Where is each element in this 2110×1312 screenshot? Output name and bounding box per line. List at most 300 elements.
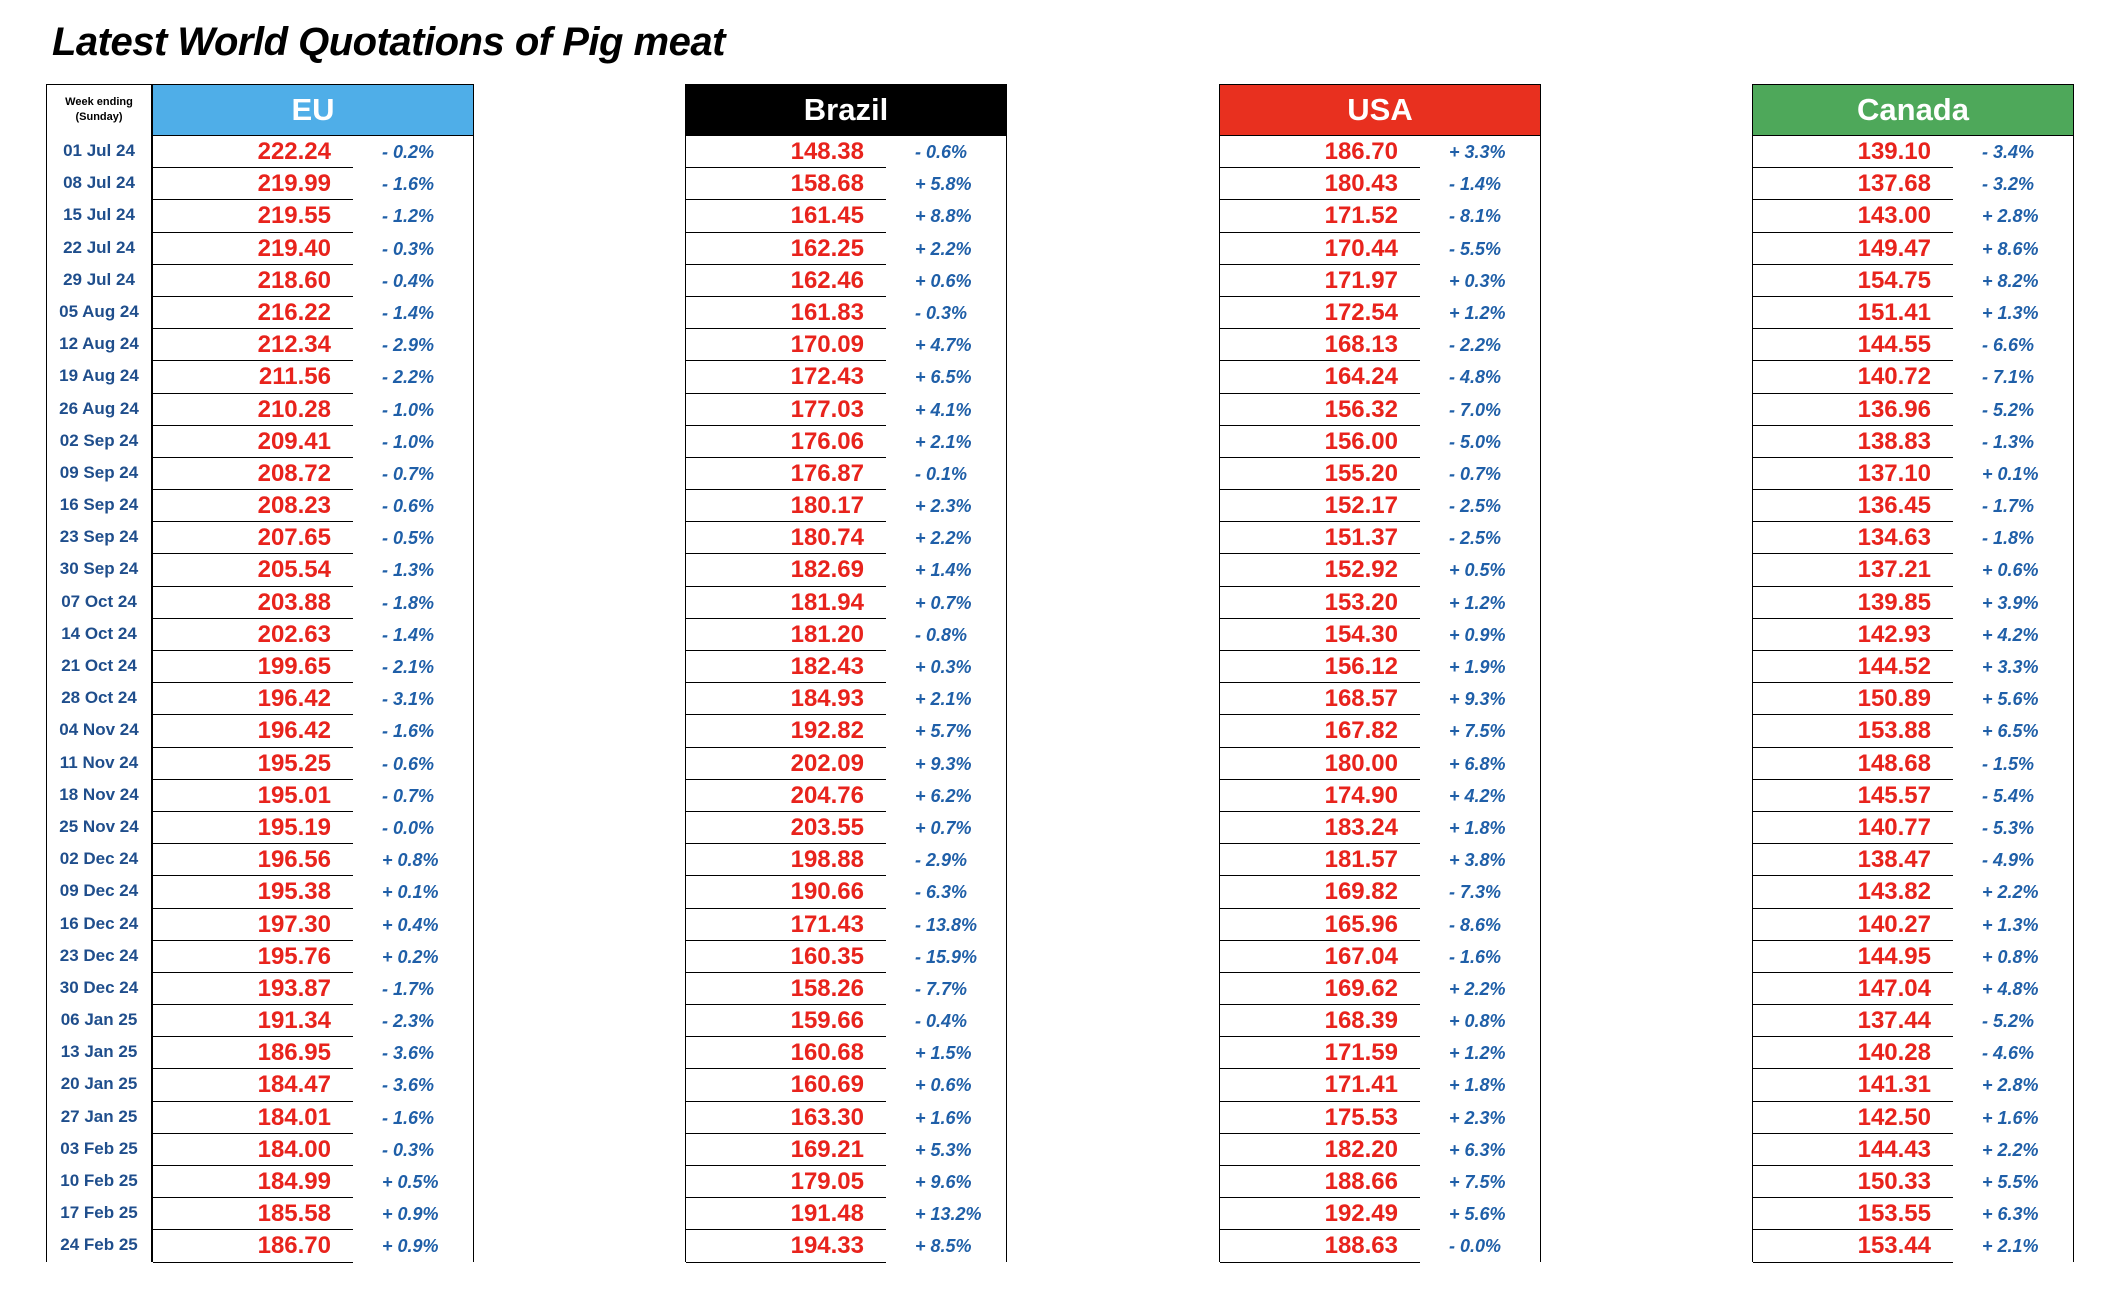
price-change: - 1.3% [1982,431,2035,452]
table-row [1752,1069,2074,1101]
price-value: 155.20 [1220,458,1420,490]
price-change: + 8.5% [915,1236,972,1257]
price-value: 136.45 [1753,490,1953,522]
price-value: 186.95 [153,1037,353,1069]
price-change: + 0.3% [915,657,972,677]
price-change: + 0.9% [382,1204,439,1225]
week-date: 14 Oct 24 [61,623,137,643]
price-value: 196.42 [153,683,353,715]
week-ending-label: Week ending [65,96,133,108]
table-row [1752,1102,2074,1134]
price-change: - 6.6% [1982,335,2035,356]
price-value: 195.38 [153,876,353,908]
price-change: - 7.0% [1449,399,1502,420]
table-row [1752,458,2074,490]
price-change: - 5.3% [1982,817,2035,838]
table-row [685,812,1007,844]
price-value: 182.69 [686,554,886,586]
table-row [1752,490,2074,522]
table-row [1219,683,1541,715]
table-row [152,715,474,747]
price-change: - 1.3% [382,560,435,581]
market-header-canada: Canada [1752,84,2074,136]
table-row [1219,812,1541,844]
price-change: - 1.0% [382,431,435,452]
price-value: 196.42 [153,715,353,747]
table-row [1752,812,2074,844]
table-row [1219,458,1541,490]
table-row [152,748,474,780]
price-change: - 0.7% [382,785,435,806]
table-row [685,683,1007,715]
table-row [1752,361,2074,393]
table-row [152,1102,474,1134]
price-value: 196.56 [153,844,353,876]
price-change: - 1.4% [1449,174,1502,195]
price-value: 184.99 [153,1166,353,1198]
price-value: 202.09 [686,748,886,780]
price-value: 141.31 [1753,1069,1953,1101]
price-value: 171.97 [1220,265,1420,297]
table-row [685,651,1007,683]
table-row [1219,876,1541,908]
price-value: 137.44 [1753,1005,1953,1037]
price-change: + 2.1% [1982,1236,2039,1257]
price-change: - 4.9% [1982,850,2035,871]
table-row [1219,780,1541,812]
price-value: 168.57 [1220,683,1420,715]
price-change: - 0.3% [915,302,968,323]
week-date: 19 Aug 24 [59,366,139,386]
price-value: 158.26 [686,973,886,1005]
price-change: + 4.8% [1982,978,2039,999]
price-change: + 6.5% [915,367,972,388]
price-value: 195.76 [153,941,353,973]
week-date: 13 Jan 25 [60,1042,138,1062]
price-value: 147.04 [1753,973,1953,1005]
week-date: 16 Sep 24 [59,495,139,515]
table-row [1219,554,1541,586]
price-change: + 6.5% [1982,721,2039,742]
price-change: + 5.6% [1449,1204,1506,1225]
price-value: 149.47 [1753,233,1953,265]
price-value: 167.04 [1220,941,1420,973]
table-row [152,200,474,232]
price-change: + 5.3% [915,1139,972,1160]
price-value: 176.87 [686,458,886,490]
table-row [1219,490,1541,522]
price-change: + 5.6% [1982,689,2039,710]
market-rows-brazil [685,136,1007,1263]
price-change: + 5.8% [915,174,972,195]
price-value: 168.39 [1220,1005,1420,1037]
table-row [1752,554,2074,586]
table-row [152,941,474,973]
price-value: 171.59 [1220,1037,1420,1069]
price-value: 145.57 [1753,780,1953,812]
price-change: + 0.3% [1449,270,1506,291]
table-row [152,1069,474,1101]
price-change: + 2.1% [915,431,972,452]
table-row [152,812,474,844]
market-rows-eu [152,136,474,1263]
week-date: 29 Jul 24 [63,269,135,289]
price-change: + 2.1% [915,689,972,710]
price-value: 190.66 [686,876,886,908]
price-value: 170.44 [1220,233,1420,265]
price-value: 218.60 [153,265,353,297]
table-row [1219,1134,1541,1166]
price-value: 194.33 [686,1230,886,1262]
week-ending-header [47,85,151,135]
table-row [1752,426,2074,458]
price-value: 198.88 [686,844,886,876]
price-value: 171.52 [1220,200,1420,232]
price-value: 209.41 [153,426,353,458]
table-row [152,265,474,297]
price-change: + 2.2% [1982,1139,2039,1160]
price-value: 160.68 [686,1037,886,1069]
price-change: + 7.5% [1449,1172,1506,1192]
table-row [1752,780,2074,812]
table-row [685,1166,1007,1198]
table-row [1752,265,2074,297]
market-rows-usa [1219,136,1541,1263]
price-value: 150.89 [1753,683,1953,715]
table-row [152,587,474,619]
price-change: + 2.3% [915,496,972,517]
price-value: 140.27 [1753,909,1953,941]
week-date: 24 Feb 25 [60,1235,138,1255]
price-value: 151.41 [1753,297,1953,329]
price-change: - 0.6% [382,496,435,517]
price-change: + 0.6% [915,1075,972,1096]
price-value: 153.44 [1753,1230,1953,1262]
price-value: 164.24 [1220,361,1420,393]
price-change: + 1.2% [1449,592,1506,613]
table-row [685,522,1007,554]
price-value: 182.43 [686,651,886,683]
week-date: 04 Nov 24 [59,720,139,740]
table-row [1219,136,1541,168]
table-row [152,844,474,876]
price-change: - 13.8% [915,914,978,935]
table-row [1752,1005,2074,1037]
market-header-eu: EU [152,84,474,136]
price-change: - 5.2% [1982,1011,2035,1032]
table-row [685,168,1007,200]
price-change: - 1.6% [1449,946,1502,967]
price-value: 140.28 [1753,1037,1953,1069]
price-value: 144.43 [1753,1134,1953,1166]
price-value: 143.00 [1753,200,1953,232]
price-value: 180.74 [686,522,886,554]
table-row [1752,1134,2074,1166]
table-row [152,1037,474,1069]
table-row [1219,297,1541,329]
price-value: 138.47 [1753,844,1953,876]
table-row [152,426,474,458]
price-value: 203.88 [153,587,353,619]
price-change: - 8.1% [1449,206,1502,227]
price-value: 139.85 [1753,587,1953,619]
table-row [1752,1198,2074,1230]
price-value: 169.62 [1220,973,1420,1005]
price-value: 148.68 [1753,748,1953,780]
price-change: - 3.4% [1982,142,2035,162]
price-value: 148.38 [686,136,886,168]
price-change: + 4.2% [1982,624,2039,645]
table-row [685,361,1007,393]
price-change: - 1.2% [382,206,435,227]
table-row [685,1230,1007,1262]
table-row [685,1069,1007,1101]
price-value: 192.49 [1220,1198,1420,1230]
table-row [685,1198,1007,1230]
table-row [1219,522,1541,554]
price-value: 162.46 [686,265,886,297]
price-value: 171.43 [686,909,886,941]
price-change: - 0.2% [382,142,435,162]
table-row [685,1102,1007,1134]
table-row [152,973,474,1005]
price-change: + 0.1% [1982,463,2039,484]
price-value: 156.32 [1220,394,1420,426]
price-value: 150.33 [1753,1166,1953,1198]
week-date: 18 Nov 24 [59,784,139,804]
table-row [152,1230,474,1262]
table-row [1752,1230,2074,1262]
price-value: 177.03 [686,394,886,426]
price-change: - 1.6% [382,1107,435,1128]
week-ending-sublabel: (Sunday) [75,111,123,123]
date-list [47,135,151,1262]
table-row [1752,683,2074,715]
week-date: 21 Oct 24 [61,656,137,675]
price-value: 167.82 [1220,715,1420,747]
price-change: - 4.8% [1449,367,1502,388]
table-row [152,136,474,168]
table-row [152,329,474,361]
price-value: 170.09 [686,329,886,361]
price-change: + 8.2% [1982,270,2039,291]
price-change: + 0.9% [382,1236,439,1257]
price-change: + 5.5% [1982,1172,2039,1192]
price-value: 182.20 [1220,1134,1420,1166]
price-change: - 0.1% [915,463,968,484]
table-row [1752,233,2074,265]
table-row [1752,909,2074,941]
week-date: 25 Nov 24 [59,816,139,836]
table-row [1752,973,2074,1005]
table-row [1752,715,2074,747]
price-value: 202.63 [153,619,353,651]
table-row [685,715,1007,747]
price-change: + 9.3% [1449,689,1506,710]
table-row [685,844,1007,876]
week-date: 23 Sep 24 [59,527,139,547]
table-row [1219,651,1541,683]
week-date: 02 Sep 24 [59,430,139,450]
price-value: 153.20 [1220,587,1420,619]
table-row [1219,168,1541,200]
table-row [1219,1230,1541,1262]
price-value: 180.00 [1220,748,1420,780]
price-change: + 8.8% [915,206,972,227]
price-change: + 1.6% [1982,1107,2039,1128]
price-change: - 0.8% [915,624,968,645]
price-value: 152.17 [1220,490,1420,522]
price-value: 154.30 [1220,619,1420,651]
price-value: 186.70 [1220,136,1420,168]
price-value: 169.21 [686,1134,886,1166]
price-value: 172.43 [686,361,886,393]
price-change: - 15.9% [915,946,978,967]
table-row [152,1198,474,1230]
price-change: + 2.2% [915,528,972,549]
table-row [152,490,474,522]
week-date: 08 Jul 24 [63,173,135,193]
price-value: 184.47 [153,1069,353,1101]
price-value: 169.82 [1220,876,1420,908]
table-row [685,297,1007,329]
price-value: 161.45 [686,200,886,232]
table-row [685,329,1007,361]
page-title: Latest World Quotations of Pig meat [52,20,725,64]
table-row [1752,587,2074,619]
price-value: 139.10 [1753,136,1953,168]
table-row [152,651,474,683]
price-value: 162.25 [686,233,886,265]
price-value: 156.12 [1220,651,1420,683]
table-row [1219,973,1541,1005]
price-change: + 0.4% [382,914,439,935]
price-value: 136.96 [1753,394,1953,426]
price-value: 185.58 [153,1198,353,1230]
price-value: 168.13 [1220,329,1420,361]
price-change: + 9.3% [915,753,972,774]
price-change: + 9.6% [915,1172,972,1192]
week-date: 20 Jan 25 [60,1074,138,1094]
table-row [685,941,1007,973]
price-change: + 2.2% [1449,978,1506,999]
price-value: 165.96 [1220,909,1420,941]
table-row [685,554,1007,586]
table-row [1752,200,2074,232]
price-change: - 1.8% [382,592,435,613]
table-row [152,683,474,715]
price-change: + 3.9% [1982,592,2039,613]
week-date: 01 Jul 24 [63,141,135,160]
price-change: + 0.7% [915,592,972,613]
week-date: 02 Dec 24 [59,849,139,869]
price-value: 180.43 [1220,168,1420,200]
table-row [1752,394,2074,426]
table-row [685,619,1007,651]
price-value: 183.24 [1220,812,1420,844]
table-row [1219,587,1541,619]
table-row [685,394,1007,426]
table-row [1752,297,2074,329]
market-header-usa: USA [1219,84,1541,136]
price-value: 216.22 [153,297,353,329]
table-row [152,1166,474,1198]
table-row [685,973,1007,1005]
table-row [1752,329,2074,361]
price-value: 140.72 [1753,361,1953,393]
table-row [685,780,1007,812]
price-value: 184.00 [153,1134,353,1166]
price-change: + 1.8% [1449,817,1506,838]
price-change: + 0.6% [915,270,972,291]
table-row [685,490,1007,522]
week-date: 30 Dec 24 [59,977,139,997]
table-row [1219,361,1541,393]
price-change: + 1.8% [1449,1075,1506,1096]
table-row [1219,329,1541,361]
price-value: 140.77 [1753,812,1953,844]
price-change: + 0.9% [1449,624,1506,645]
table-row [152,1134,474,1166]
week-date: 10 Feb 25 [60,1171,138,1190]
price-change: - 0.3% [382,1139,435,1160]
price-change: - 5.2% [1982,399,2035,420]
price-change: - 5.0% [1449,431,1502,452]
table-row [1219,941,1541,973]
table-row [1219,748,1541,780]
price-value: 222.24 [153,136,353,168]
price-change: + 0.8% [1982,946,2039,967]
table-row [685,1005,1007,1037]
price-value: 184.01 [153,1102,353,1134]
table-row [152,1005,474,1037]
price-value: 134.63 [1753,522,1953,554]
price-change: - 0.0% [1449,1236,1502,1257]
price-change: + 1.3% [1982,914,2039,935]
price-value: 197.30 [153,909,353,941]
price-value: 219.99 [153,168,353,200]
price-change: + 6.8% [1449,753,1506,774]
table-row [1219,844,1541,876]
price-change: + 5.7% [915,721,972,742]
price-value: 211.56 [153,361,353,393]
price-value: 210.28 [153,394,353,426]
price-value: 138.83 [1753,426,1953,458]
price-change: - 2.5% [1449,496,1502,517]
price-change: + 2.8% [1982,1075,2039,1096]
table-row [1219,1166,1541,1198]
table-row [1752,1166,2074,1198]
price-change: - 3.1% [382,689,435,710]
table-row [1219,715,1541,747]
price-change: + 6.2% [915,785,972,806]
price-change: - 0.6% [382,753,435,774]
price-value: 161.83 [686,297,886,329]
price-change: + 0.6% [1982,560,2039,581]
table-row [1219,1198,1541,1230]
price-value: 174.90 [1220,780,1420,812]
table-row [685,1037,1007,1069]
price-change: - 2.3% [382,1011,435,1032]
table-row [152,554,474,586]
week-date: 03 Feb 25 [60,1138,138,1158]
price-change: + 1.5% [915,1043,972,1064]
table-row [1752,941,2074,973]
price-value: 219.55 [153,200,353,232]
price-change: + 1.2% [1449,1043,1506,1064]
price-change: - 2.1% [382,657,435,677]
price-value: 208.72 [153,458,353,490]
